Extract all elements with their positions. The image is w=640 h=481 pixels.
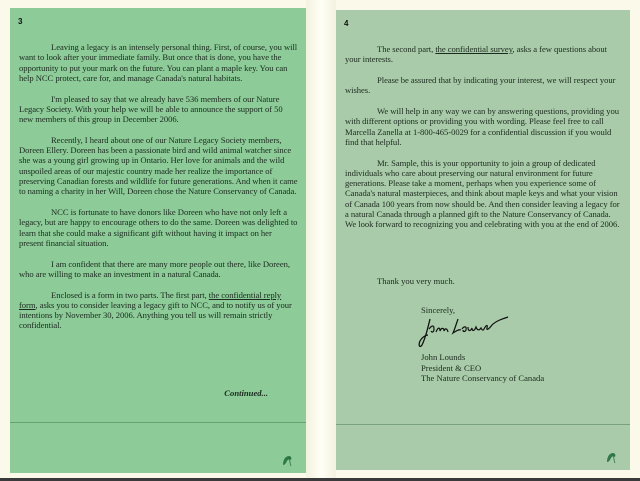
letter-body	[345, 44, 621, 240]
signer-name: John Lounds	[421, 352, 466, 362]
paragraph: NCC is fortunate to have donors like Doreen who have not only left a legacy, but are happy to encourage others to do the same. Doreen was delighted to learn that she could make a significant gift without having it impact on her present financial situation.	[19, 207, 298, 248]
fold-line	[10, 422, 306, 423]
continued-note: Continued...	[224, 388, 268, 398]
signature-block	[421, 352, 544, 384]
paragraph: I'm pleased to say that we already have 536 members of our Nature Legacy Society. With your help we will be able to announce the support of 50 new members of this group in December 2006.	[19, 93, 283, 125]
paragraph: Mr. Sample, this is your opportunity to join a group of dedicated individuals who care about preserving our natural environment for future generations. Please take a moment, perhaps when you experience some of Canada's natural masterpieces, and think about maple keys and what your vision of Canada 100 years from now should be. And then consider leaving a legacy for a natural Canada through a planned gift to the Nature Conservancy of Canada. We look forward to recognizing you and celebrating with you at the end of 2006.	[345, 157, 620, 230]
sign-off: Sincerely,	[421, 305, 456, 315]
survey-reference: the confidential survey	[435, 44, 513, 54]
text: , asks you to consider leaving a legacy gift to NCC, and to notify us of your intentions by November 30, 2006. Anything you tell us will remain strictly confidential.	[19, 299, 292, 331]
paragraph-survey	[345, 44, 621, 65]
signature	[416, 313, 516, 349]
page-number: 3	[18, 17, 23, 26]
page-number: 4	[344, 19, 349, 28]
paragraph-reply-form	[19, 290, 298, 331]
letter-body	[19, 42, 298, 341]
paragraph: Leaving a legacy is an intensely personal thing. First, of course, you will want to look after your immediate family. But once that is done, you have the opportunity to put your mark on the future. You can plant a maple key. You can help NCC protect, care for, and manage Canada's natural habitats.	[19, 42, 298, 83]
paragraph: I am confident that there are many more people out there, like Doreen, who are willing to make an investment in a natural Canada.	[19, 258, 290, 279]
text: , asks a few questions about your interests.	[345, 44, 607, 65]
reply-form-reference: the confidential reply form	[19, 289, 282, 310]
letter-page-3	[10, 8, 306, 473]
paragraph: Please be assured that by indicating your interest, we will respect your wishes.	[345, 74, 616, 96]
signer-title: President & CEO	[421, 362, 482, 373]
letter-page-4	[336, 10, 630, 470]
paragraph: Recently, I heard about one of our Nature Legacy Society members, Doreen Ellery. Doreen has been a passionate bird and wild animal watcher since she was a young girl growing up in Ontario. Her love for animals and the wild unspoiled areas of our majestic country made her realize the importance of preserving Canadian forests and wildlife for future generations. And when it came to naming a charity in her Will, Doreen chose the Nature Conservancy of Canada.	[19, 134, 298, 197]
text: The second part,	[377, 44, 436, 54]
maple-key-icon	[604, 450, 618, 464]
signer-organization: The Nature Conservancy of Canada	[421, 373, 545, 384]
fold-line	[336, 424, 630, 425]
page-gutter	[306, 0, 336, 478]
paragraph: We will help in any way we can by answering questions, providing you with different options or providing you with wording. Please feel free to call Marcella Zanella at 1-800-465-0029 for a confidential discussion if you would find that helpful.	[345, 105, 619, 147]
text: Enclosed is a form in two parts. The first part,	[51, 289, 209, 300]
thanks-line: Thank you very much.	[377, 276, 455, 286]
maple-key-icon	[280, 453, 294, 467]
